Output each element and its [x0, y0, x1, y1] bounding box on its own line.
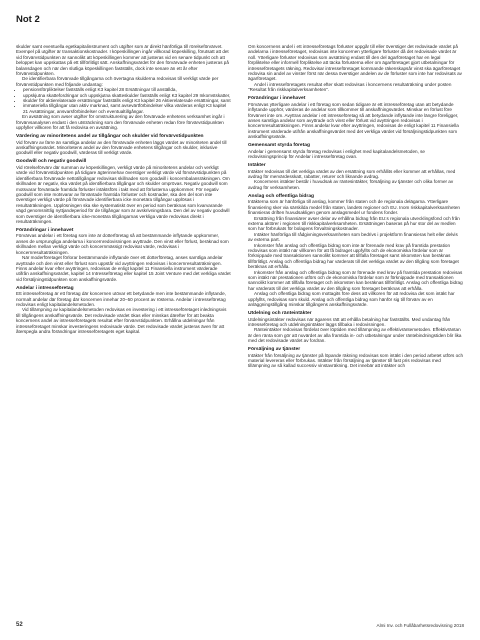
paragraph: Utdelningsintäkter redovisas när ägarens rätt att erhålla betalning har fastställts. Med undantag från intresseföretag och utdelningsintäkter läggs tillbaka i redovisningen. [248, 316, 451, 327]
paragraph: Koncernens intäkter består i huvudsak av räntesintäkter, försäljning av tjänster och olika former av avdrag för verksamheten. [248, 179, 454, 190]
section-heading: Andelar i intresseföretag [16, 285, 74, 291]
paragraph: Inkomster från anslag och offentliga bidrag som inte är förenade med krav på framtida prestation redovisas som intäkt när villkoren för att få bidraget uppfyllts och de ekonomiska fördelar som är förknippade med transaktionen sannolikt kommer att tillfalla företaget samt inkomsten kan beräknas tillförlitligt. Anslag och offentliga bidrag har värderats till det verkliga värdet av den tillgång som företaget beräknas att erhålla. [248, 242, 459, 270]
page-footer [16, 622, 464, 632]
paragraph: Anslag och offentliga bidrag som mottagits före dess att villkoren för att redovisa det som intäkt har uppfyllts, redovisas som skuld. Anslag och offentliga bidrag som hänför sig till förvärv av en anläggningstillgång minskar tillgångens anskaffningsvärde. [248, 291, 455, 308]
paragraph: Intäkterna som är hänförliga till anslag, kommer från staten och de regionala delägarna. Ytterligare finansiering sker via särskilda medel från staten, landets regioner och EU. Inom riskkapitalverksamheten finansieras driften huvudsakligen genom anslagsmedel ur fondens fonder. [248, 199, 460, 216]
list-item: • skulder för aktierelaterade ersättningar fastställs enligt K3 kapitel 26 Aktierelaterade ersättningar, samt [23, 98, 231, 103]
paragraph: Intäkter redovisas till det verkliga värdet av den ersättning som erhållits eller kommer att erhållas, med avdrag för mervärdesskatt, rabatter, returer och liknande avdrag. [248, 168, 456, 179]
section-heading: Goodwill och negativ goodwill [16, 159, 87, 165]
section-heading: Försäljning av tjänster [248, 347, 301, 353]
note-heading: Not 2 [16, 14, 40, 25]
paragraph: En avsättning som avser utgifter för omstrukturering av den förvärvade enhetens verksamhet ingår i förvärvsanalysen endast i den utsträckning som den förvärvade enheten redan före förvärvstidpunkten uppfyller villkoren för att få redovisa en avsättning. [16, 114, 225, 131]
paragraph: skulder samt eventuella egetkapitalinstrument och utgifter som är direkt hänförliga till rörelseförvärvet. Exempel på utgifter är transaktionskostnader. I köpeskillingen ingår villkorad köpeskilling, förutsatt att det vid förvärvstidpunkten är sannolikt att köpeskillingen kommer att justeras vid en senare tidpunkt och att beloppet kan uppskattas på ett tillförlitligt sätt. Anskaffningsvärdet för den förvärvade enheten justeras på balansdagen och när den slutliga köpeskillingen fastställs, dock inte senare än ett år efter förvärvstidpunkten. [16, 44, 229, 77]
paragraph: Intäkter från försäljning av tjänster på löpande räkning redovisas som intäkt i den period arbetet utförs och material levereras eller förbrukas. Intäkter från försäljning av tjänster till fast pris redovisas med tillämpning av så kallad successiv vinstavräkning. Det innebär att intäkter och [248, 352, 464, 369]
section-heading: Utdelning och ränteintäkter [248, 310, 312, 316]
paragraph: Vid förvärv av färre än samtliga andelar av den förvärvade enheten läggs värdet av minoriteten andel till anskaffningsvärdet. Minoritetens andel av den förvärvade enhetens tillgångar och skulder, inklusive goodwill eller negativ goodwill, värderas till verkligt värde. [16, 139, 227, 156]
paragraph: Vid rörelseförvärv där summan av köpeskillingen, verkligt värde på minoritetens andelar och verkligt värde vid förvärvstidpunkten på tidigare ägterinnehav överstiger verkligt värde vid förvärvstidpunkten på identifierbara förvärvade nettotillgångar redovisas skillnaden som goodwill i koncernbalansräkningen. Om skillnaden är negativ, ska värdet på identifierbara tillgångar och skulder omprövas. Negativ goodwill som motsvarar förväntade framtida förluster intäktsförs i takt med att förlusterna uppkommer. För negativ goodwill som inte motsvarar av förväntade framtida förluster och kostnader, ska den del som inte överstiger verkligt värde på förvärvade identifierbara icke monetära tillgångar upplösas i resultaträkningen. Upplösningen ska ske systematiskt över en period som beräknas som kvarvarande vägd genomsnittlig nyttjandeperiod för de tillgångar som är avskrivningsbara. Den del av negativ goodwill som överstiger de identifierbara icke-monetära tillgångarnas verkliga värde redovisas direkt i resultaträkningen. [16, 164, 230, 224]
section-heading: Intäkter [248, 163, 266, 168]
section-heading: Värdering av minoritetens andel av tillgångar och skulder vid förvärvstidpunkten [16, 134, 204, 139]
paragraph: När moderföretaget förlorar bestämmande inflytande över ett dotterföretag, anses samtliga andelar avyttrade och den vinst eller förlust som uppstår vid avyttringen redovisas i koncernresultaträkningen. Finns andelar kvar efter avyttringen, redovisas de enligt kapitel 11 Finansiella instrument värderade utifrån anskaffningsvärdet, kapitel 14 Intresseföretag eller kapitel 15 Joint Venture med det verkliga värdet vid försäljningstidpunkten som anskaffningsvärde. [16, 255, 231, 282]
section-heading: Gemensamt styrda företag [248, 143, 310, 149]
paragraph: Förvärvas ytterligare andelar i ett företag som sedan tidigare är ett intresseföretag utan att betydande inflytande upphör, värderas de andelar som tillkommer till anskaffningsvärdet. Minskar en förlust före förvärvet inte om. Avyttras andelar i ett intresseföretag så att betydande inflytande inte längre föreligger, anses samtliga andelar som avyttrade och vinst eller förlust vid avyttringen redovisas i koncernresultaträkningen. Finns andelar kvar efter avyttringen, redovisas de enligt kapitel 11 Finansiella instrument värderade utifrån anskaffningsvärdet med det verkliga värdet vid försäljningstidpunkten som anskaffningsvärde. [248, 101, 459, 140]
paragraph: Intäkter hänförliga till rådgivningsverksamheten som bedrivs i projektform finansieras helt eller delvis av externa part. [248, 231, 458, 243]
paragraph: Inkomster från anslag och offentliga bidrag som är förenade med krav på framtida prestation redovisas som intäkt när prestationen utförs och de ekonomiska fördelar som är förknippade med transaktionen sannolikt kommer att tillfalla företaget och inkomsten kan beräknas tillförlitligt. Anslag och offentliga bidrag har värderats till det verkliga värdet av den tillgång som företaget beräknas att erhålla. [248, 269, 463, 291]
list-item: • pensionsförpliktelser fastställs enligt K3 kapitel 28 Ersättningar till anställda, [23, 87, 231, 92]
paragraph: Vid tillämpning av kapitalandelsmetoden redovisas en investering i ett intresseföretaget inledningsvis till tillgångens anskaffningsvärde. Det redovisade värdet ökas eller minskas därefter för att beakta koncernens andel av intresseföretagets resultat efter förvärvstidpunkten. Erhållna utdelningar från intresseföretaget minskar investeringens redovisade värde. Det redovisade värdet justeras även för att återspegla andra förändringar intresseföretagets eget kapital. [16, 307, 227, 335]
paragraph: De identifierbara förvärvade tillgångarna och övertagna skulderna redovisas till verkligt värde per förvärvstidpunkten med följande undantag: [16, 76, 219, 87]
right-text-column [248, 44, 463, 369]
paragraph: Ersättning från finansiärer avser delar av erhållna bidrag från EU:s regionala utvecklingsfond och från externa aktörer i regionen till riskkapitalverksamheten. Ersättningen baseras på hur stor del av medlen som har förbrukats för bolagens förvaltningskostnader. [248, 215, 460, 232]
section-heading: Förändringar i innehavet [248, 96, 306, 102]
paragraph: Förvärvas andelar i ett företag som inte är dotterföretag så att bestämmande inflytande uppkommer, anses de ursprungliga andelarna i koncernredovisningen avyttrade. Den vinst eller förlust, beräknad som skillnaden mellan verkligt värde och koncernmässigt redovisat värde, redovisas i koncernresultaträkningen. [16, 233, 229, 255]
paragraph: Andelar i gemensamt styrda företag redovisas i enlighet med kapitalandelsmetoden, se redovisningsprincip för Andelar i intresseföretag ovan. [248, 148, 425, 160]
list-item: • immateriella tillgångar utan aktiv marknad, samt avsevärtförbindelser vilka värderas enligt K3 kapitel 21 Avsättningar, ansvarsförbindelser och eventualtillgångar. [23, 103, 231, 114]
paragraph: Om koncernens andel i ett intresseföretags förluster uppgår till eller överstiger det redovisade värdet på andelarna i intresseföretaget, redovisas inte koncernen ytterligare förluster då det redovisade värdet är noll. Ytterligare förluster redovisas som avsättning endast till den del ägarföretaget har en legal förpliktelse eller informell förpliktelse att täcka förlusterna eller om ägarföretaget gjort utbetalningar för intresseföretagets räkning. Redovisar intresseföretaget kommande räkenskapsår vinst ska ägarföretaget redovisa sin andel av vinster först när dessa överstiger andelen av de förluster som inte har redovisats av ägarföretaget. [248, 44, 462, 82]
left-text-column [16, 44, 231, 334]
paragraph: Ett intresseföretag är ett företag där koncernen utövar ett betydande men inte bestämmande inflytande, normalt andelar där företag där koncernen innehar 20–50 procent av rösterna. Andelar i intresseföretag redovisas enligt kapitalandelsmetoden. [16, 291, 226, 308]
list-item: • uppskjutna skattefordringar och uppskjutna skatteskulder fastställs enligt K3 kapitel 29 Inkomstskatter, [23, 93, 231, 98]
page-number: 52 [16, 622, 23, 628]
paragraph: Andel i intresseföretagets resultat efter skatt redovisas i koncernens resultaträkning under posten "Resultat från riskkapitalverksamheten". [248, 81, 452, 93]
paragraph: Ränteintäkter redovisas fördelat över löptiden med tillämpning av effektivräntemetoden. Effektivräntan är den ränta som gör att nuvärdet av alla framtida in- och utbetalningar under räntebindningstiden blir lika med det redovisade värdet av fordran. [248, 327, 462, 344]
publication-title: Almi Inv. och Fullåbarhetsredovisning 2018 [376, 623, 464, 628]
bullet-list [16, 87, 231, 114]
section-heading: Anslag och offentliga bidrag [248, 193, 315, 199]
section-heading: Förändringar i innehavet [16, 227, 74, 233]
